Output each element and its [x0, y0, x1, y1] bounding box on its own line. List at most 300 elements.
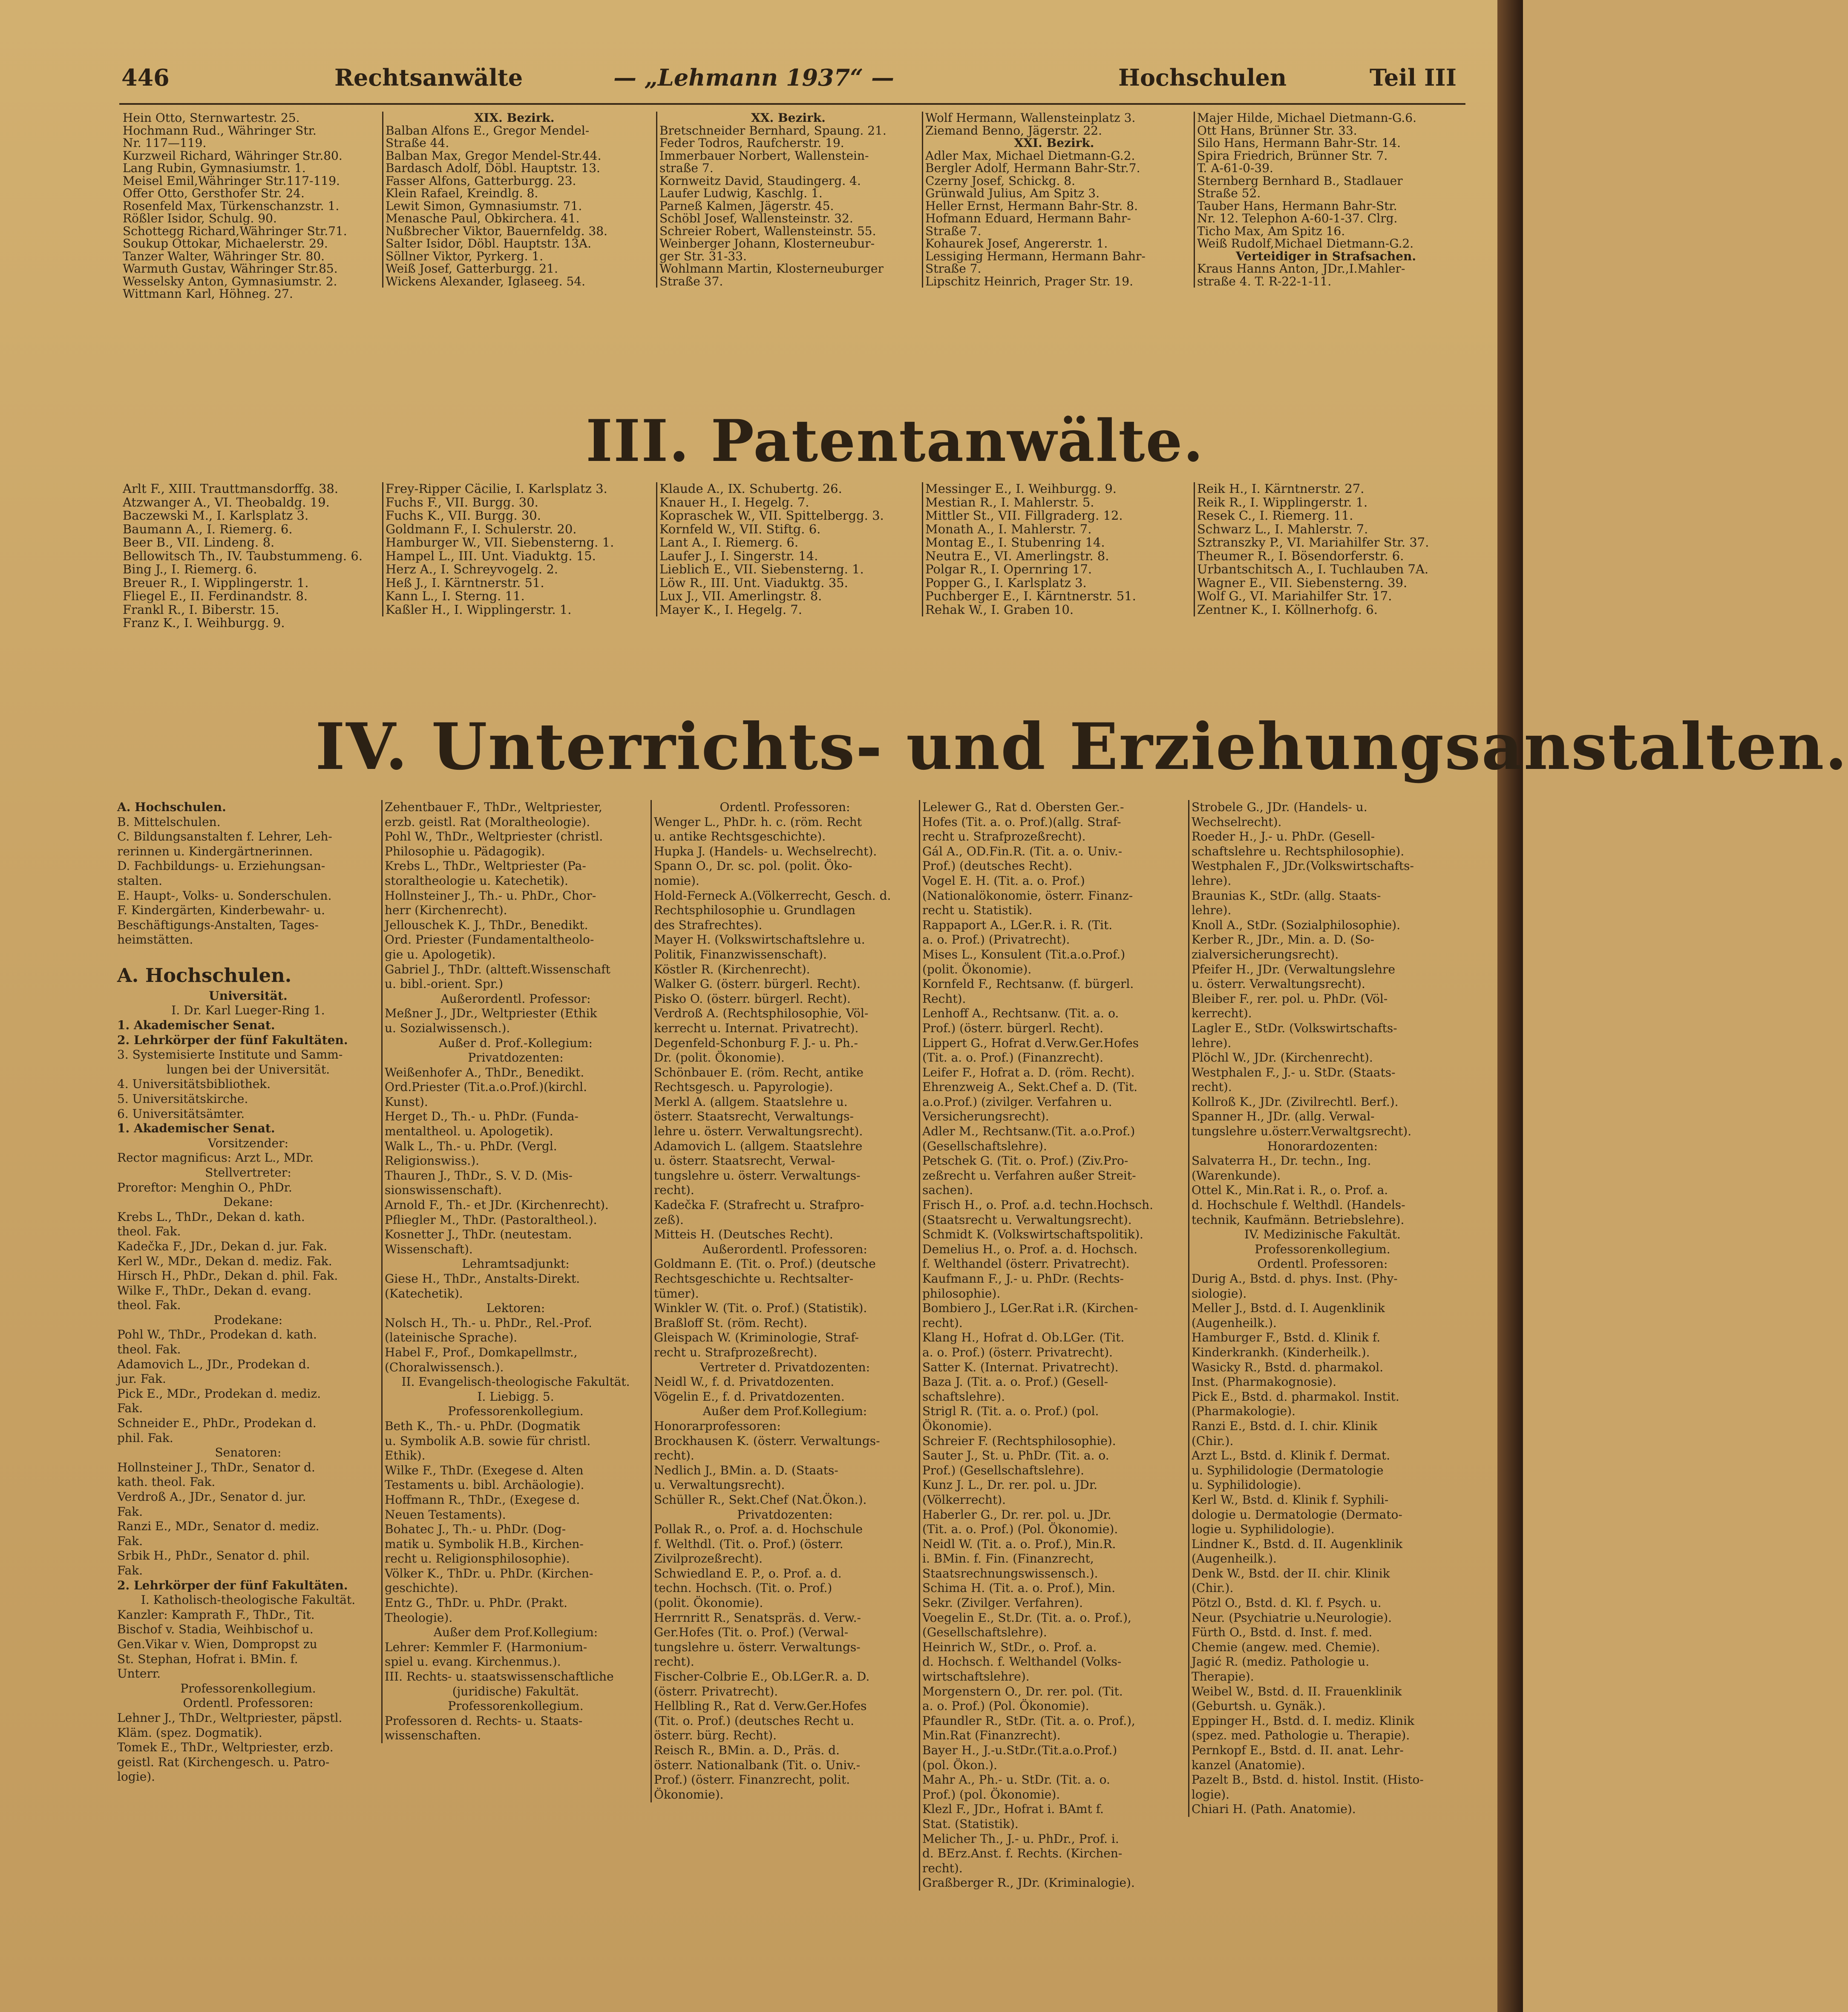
patent-attorney-line: Herz A., I. Schreyvogelg. 2. — [386, 562, 558, 576]
faculty-line: Kadečka F., JDr., Dekan d. jur. Fak. — [117, 1239, 328, 1253]
faculty-line: Fürth O., Bstd. d. Inst. f. med. — [1192, 1625, 1373, 1640]
faculty-line: Reisch R., BMin. a. D., Präs. d. — [654, 1743, 840, 1757]
faculty-line: Durig A., Bstd. d. phys. Inst. (Phy- — [1192, 1272, 1398, 1286]
faculty-line: Prof.) (deutsches Recht). — [922, 859, 1073, 873]
faculty-line: u. Sozialwissensch.). — [385, 1021, 510, 1035]
lawyer-line: Straße 52. — [1197, 186, 1261, 200]
lawyer-line: ger Str. 31-33. — [659, 249, 747, 263]
lawyer-line: Hofmann Eduard, Hermann Bahr- — [925, 211, 1131, 225]
faculty-line: Ranzi E., MDr., Senator d. mediz. — [117, 1519, 320, 1534]
patent-attorney-column — [659, 482, 919, 616]
patent-attorney-column — [123, 482, 383, 630]
faculty-line: Weibel W., Bstd. d. II. Frauenklinik — [1192, 1684, 1402, 1698]
faculty-line: Außer dem Prof.Kollegium: — [702, 1404, 867, 1419]
faculty-line: kerrecht). — [1192, 1006, 1252, 1021]
faculty-line: u. antike Rechtsgeschichte). — [654, 829, 826, 844]
faculty-line: Ethik). — [385, 1448, 426, 1463]
faculty-line: (Augenheilk.). — [1192, 1315, 1277, 1330]
faculty-line: Arnold F., Th.- et JDr. (Kirchenrecht). — [385, 1198, 609, 1212]
faculty-line: I. Liebigg. 5. — [477, 1389, 554, 1404]
faculty-line: Hollnsteiner J., Th.- u. PhDr., Chor- — [385, 888, 596, 903]
lawyer-line: Schottegg Richard,Währinger Str.71. — [123, 224, 347, 238]
lawyer-line: Tanzer Walter, Währinger Str. 80. — [123, 249, 325, 263]
faculty-line: tümer). — [654, 1286, 699, 1301]
faculty-line: tungslehre u.österr.Verwaltgsrecht). — [1192, 1124, 1412, 1139]
patent-attorney-line: Beer B., VII. Lindeng. 8. — [123, 535, 275, 550]
lawyer-line: Wittmann Karl, Höhneg. 27. — [123, 287, 293, 301]
lawyer-line: Nußbrecher Viktor, Bauernfeldg. 38. — [386, 224, 607, 238]
faculty-line: Pollak R., o. Prof. a. d. Hochschule — [654, 1522, 863, 1537]
header-left-title: Rechtsanwälte — [334, 64, 523, 91]
faculty-line: wirtschaftslehre). — [922, 1669, 1030, 1684]
faculty-line: Krebs L., ThDr., Dekan d. kath. — [117, 1209, 305, 1224]
lawyer-line: Warmuth Gustav, Währinger Str.85. — [123, 262, 338, 276]
patent-attorney-line: Baczewski M., I. Karlsplatz 3. — [123, 508, 309, 523]
faculty-line: (Tit. a. o. Prof.) (Pol. Ökonomie). — [922, 1522, 1118, 1537]
faculty-line: Fak. — [117, 1534, 143, 1548]
faculty-line: Gen.Vikar v. Wien, Dompropst zu — [117, 1637, 317, 1651]
faculty-line: Gál A., OD.Fin.R. (Tit. a. o. Univ.- — [922, 844, 1123, 858]
lawyer-line: Balban Max, Gregor Mendel-Str.44. — [386, 148, 602, 163]
column-divider — [1194, 112, 1195, 288]
faculty-line: kanzel (Anatomie). — [1192, 1758, 1305, 1772]
faculty-line: (polit. Ökonomie). — [922, 962, 1032, 976]
lawyer-line: XXI. Bezirk. — [1014, 136, 1094, 150]
faculty-line: Schönbauer E. (röm. Recht, antike — [654, 1065, 864, 1079]
faculty-line: Kunz J. L., Dr. rer. pol. u. JDr. — [922, 1478, 1098, 1492]
lawyer-line: Soukup Ottokar, Michaelerstr. 29. — [123, 236, 328, 250]
faculty-line: Ökonomie). — [654, 1787, 724, 1802]
book-binding-edge — [1497, 0, 1523, 2012]
faculty-line: geschichte). — [385, 1581, 458, 1595]
faculty-line: recht). — [1192, 1080, 1232, 1094]
faculty-line: technik, Kaufmänn. Betriebslehre). — [1192, 1212, 1405, 1227]
faculty-line: Graßberger R., JDr. (Kriminalogie). — [922, 1876, 1135, 1890]
lawyer-line: Kurzweil Richard, Währinger Str.80. — [123, 148, 343, 163]
patent-attorney-line: Mittler St., VII. Fillgraderg. 12. — [925, 508, 1123, 523]
faculty-line: Wilke F., ThDr., Dekan d. evang. — [117, 1283, 311, 1298]
faculty-line: (Chir.). — [1192, 1433, 1234, 1448]
faculty-line: Außer dem Prof.Kollegium: — [433, 1625, 598, 1640]
faculty-line: Fak. — [117, 1504, 143, 1519]
faculty-line: Kläm. (spez. Dogmatik). — [117, 1725, 262, 1740]
faculty-line: Dekane: — [223, 1195, 273, 1209]
lawyer-line: Wesselsky Anton, Gymnasiumstr. 2. — [123, 274, 337, 288]
faculty-line: Hoffmann R., ThDr., (Exegese d. — [385, 1492, 580, 1507]
faculty-line: philosophie). — [922, 1286, 1001, 1301]
faculty-line: (Pharmakologie). — [1192, 1404, 1296, 1419]
patent-attorney-line: Schwarz L., I. Mahlerstr. 7. — [1197, 521, 1368, 536]
lawyer-line: Ticho Max, Am Spitz 16. — [1197, 224, 1345, 238]
faculty-line: Heinrich W., StDr., o. Prof. a. — [922, 1640, 1097, 1654]
faculty-line: A. Hochschulen. — [117, 800, 226, 814]
faculty-line: herr (Kirchenrecht). — [385, 903, 507, 918]
faculty-line: Kadečka F. (Strafrecht u. Strafpro- — [654, 1198, 864, 1212]
lawyer-column — [386, 112, 643, 288]
faculty-line: Sekr. (Zivilger. Verfahren). — [922, 1596, 1083, 1610]
faculty-line: Satter K. (Internat. Privatrecht). — [922, 1360, 1119, 1374]
lawyer-line: Wohlmann Martin, Klosterneuburger — [659, 262, 884, 276]
faculty-line: Schima H. (Tit. a. o. Prof.), Min. — [922, 1581, 1116, 1595]
patent-attorney-line: Lieblich E., VII. Siebensterng. 1. — [659, 562, 864, 576]
faculty-line: (spez. med. Pathologie u. Therapie). — [1192, 1728, 1410, 1743]
faculty-line: Adler M., Rechtsanw.(Tit. a.o.Prof.) — [922, 1124, 1135, 1139]
faculty-line: Wissenschaft). — [385, 1242, 473, 1256]
faculty-line: Ord.Priester (Tit.a.o.Prof.)(kirchl. — [385, 1080, 587, 1094]
faculty-line: Gleispach W. (Kriminologie, Straf- — [654, 1330, 859, 1345]
faculty-line: Rector magnificus: Arzt L., MDr. — [117, 1151, 314, 1165]
faculty-line: Ordentl. Professoren: — [183, 1696, 314, 1710]
faculty-line: St. Stephan, Hofrat i. BMin. f. — [117, 1652, 298, 1666]
faculty-line: d. Hochsch. f. Welthandel (Volks- — [922, 1655, 1122, 1669]
faculty-line: III. Rechts- u. staatswissenschaftliche — [385, 1669, 614, 1684]
patent-attorney-line: Resek C., I. Riemerg. 11. — [1197, 508, 1353, 523]
patent-attorney-line: Monath A., I. Mahlerstr. 7. — [925, 521, 1092, 536]
faculty-line: Haberler G., Dr. rer. pol. u. JDr. — [922, 1507, 1111, 1522]
faculty-line: 1. Akademischer Senat. — [117, 1121, 275, 1136]
faculty-line: (pol. Ökon.). — [922, 1758, 997, 1772]
lawyer-line: Straße 37. — [659, 274, 723, 288]
lawyer-line: Lang Rubin, Gymnasiumstr. 1. — [123, 161, 306, 175]
faculty-line: (polit. Ökonomie). — [654, 1596, 763, 1610]
patent-attorney-line: Wolf G., VI. Mariahilfer Str. 17. — [1197, 589, 1392, 603]
faculty-line: recht). — [922, 1315, 963, 1330]
faculty-line: Arzt L., Bstd. d. Klinik f. Dermat. — [1192, 1448, 1390, 1463]
faculty-line: Merkl A. (allgem. Staatslehre u. — [654, 1094, 848, 1109]
faculty-line: Gabriel J., ThDr. (altteft.Wissenschaft — [385, 962, 610, 976]
faculty-line: Ord. Priester (Fundamentaltheolo- — [385, 933, 594, 947]
faculty-line: Bayer H., J.-u.StDr.(Tit.a.o.Prof.) — [922, 1743, 1117, 1757]
faculty-line: Petschek G. (Tit. o. Prof.) (Ziv.Pro- — [922, 1154, 1128, 1168]
faculty-line: Kunst). — [385, 1094, 428, 1109]
faculty-line: Schwiedland E. P., o. Prof. a. d. — [654, 1566, 842, 1580]
faculty-line: stalten. — [117, 873, 163, 888]
lawyer-line: Fasser Alfons, Gatterburgg. 23. — [386, 173, 576, 188]
faculty-line: Köstler R. (Kirchenrecht). — [654, 962, 810, 976]
faculty-line: Ranzi E., Bstd. d. I. chir. Klinik — [1192, 1419, 1378, 1433]
faculty-line: Wasicky R., Bstd. d. pharmakol. — [1192, 1360, 1384, 1374]
lawyer-line: Wolf Hermann, Wallensteinplatz 3. — [925, 111, 1136, 125]
faculty-line: Honorarprofessoren: — [654, 1419, 781, 1433]
faculty-column — [654, 800, 916, 1802]
lawyer-line: Laufer Ludwig, Kaschlg. 1. — [659, 186, 823, 200]
faculty-line: Neidl W. (Tit. a. o. Prof.), Min.R. — [922, 1537, 1116, 1551]
faculty-line: Senatoren: — [215, 1445, 282, 1460]
lawyer-line: Menasche Paul, Obkirchera. 41. — [386, 211, 580, 225]
faculty-line: (Gesellschaftslehre). — [922, 1139, 1047, 1153]
faculty-line: Strigl R. (Tit. a. o. Prof.) (pol. — [922, 1404, 1099, 1419]
lawyer-line: Straße 7. — [925, 224, 982, 238]
patent-attorney-line: Fuchs K., VII. Burgg. 30. — [386, 508, 541, 523]
faculty-line: Degenfeld-Schonburg F. J.- u. Ph.- — [654, 1036, 858, 1050]
patent-attorney-line: Reik H., I. Kärntnerstr. 27. — [1197, 481, 1364, 496]
faculty-line: Ordentl. Professoren: — [720, 800, 850, 814]
faculty-line: Mayer H. (Volkswirtschaftslehre u. — [654, 933, 865, 947]
faculty-line: Fischer-Colbrie E., Ob.LGer.R. a. D. — [654, 1669, 870, 1684]
faculty-line: techn. Hochsch. (Tit. o. Prof.) — [654, 1581, 832, 1595]
faculty-line: Prof.) (österr. bürgerl. Recht). — [922, 1021, 1104, 1035]
faculty-line: Zehentbauer F., ThDr., Weltpriester, — [385, 800, 602, 814]
faculty-line: sionswissenschaft). — [385, 1183, 502, 1197]
faculty-line: nomie). — [654, 873, 699, 888]
faculty-line: u. österr. Staatsrecht, Verwal- — [654, 1154, 835, 1168]
faculty-line: Wenger L., PhDr. h. c. (röm. Recht — [654, 815, 862, 829]
faculty-line: Pazelt B., Bstd. d. histol. Instit. (Histo- — [1192, 1773, 1424, 1787]
faculty-line: (Tit. o. Prof.) (deutsches Recht u. — [654, 1713, 855, 1728]
faculty-line: Leifer F., Hofrat a. D. (röm. Recht). — [922, 1065, 1135, 1079]
faculty-line: Pernkopf E., Bstd. d. II. anat. Lehr- — [1192, 1743, 1404, 1757]
lawyer-line: Heller Ernst, Hermann Bahr-Str. 8. — [925, 199, 1138, 213]
faculty-line: des Strafrechtes). — [654, 918, 763, 932]
faculty-line: Kerber R., JDr., Min. a. D. (So- — [1192, 933, 1374, 947]
faculty-line: Vögelin E., f. d. Privatdozenten. — [654, 1389, 845, 1404]
lawyer-line: Salter Isidor, Döbl. Hauptstr. 13A. — [386, 236, 591, 250]
faculty-line: Beth K., Th.- u. PhDr. (Dogmatik — [385, 1419, 580, 1433]
faculty-line: Hellbling R., Rat d. Verw.Ger.Hofes — [654, 1699, 867, 1713]
faculty-line: Verdroß A., JDr., Senator d. jur. — [117, 1490, 306, 1504]
patent-attorney-column — [925, 482, 1185, 616]
lawyer-line: Weiß Rudolf,Michael Dietmann-G.2. — [1197, 236, 1414, 250]
faculty-line: Beschäftigungs-Anstalten, Tages- — [117, 918, 319, 932]
faculty-line: u. bibl.-orient. Spr.) — [385, 977, 504, 991]
faculty-line: Schneider E., PhDr., Prodekan d. — [117, 1416, 317, 1431]
faculty-line: Kaufmann F., J.- u. PhDr. (Rechts- — [922, 1272, 1124, 1286]
faculty-line: Kornfeld F., Rechtsanw. (f. bürgerl. — [922, 977, 1134, 991]
faculty-line: lehre). — [1192, 1036, 1232, 1050]
faculty-line: Hamburger F., Bstd. d. Klinik f. — [1192, 1330, 1381, 1345]
faculty-line: recht). — [922, 1861, 963, 1875]
faculty-line: 3. Systemisierte Institute und Samm- — [117, 1048, 343, 1062]
faculty-line: A. Hochschulen. — [117, 964, 292, 987]
faculty-line: Professoren d. Rechts- u. Staats- — [385, 1713, 583, 1728]
patent-attorney-line: Knauer H., I. Hegelg. 7. — [659, 495, 809, 509]
faculty-line: Fak. — [117, 1401, 143, 1416]
patent-attorney-line: Hamburger W., VII. Siebensterng. 1. — [386, 535, 614, 550]
column-divider — [919, 800, 920, 1891]
faculty-line: I. Katholisch-theologische Fakultät. — [141, 1593, 356, 1607]
faculty-line: Versicherungsrecht). — [922, 1109, 1049, 1124]
faculty-line: f. Welthdl. (Tit. o. Prof.) (österr. — [654, 1537, 843, 1551]
faculty-line: u. Syphilidologie (Dermatologie — [1192, 1463, 1384, 1477]
faculty-line: Kerl W., Bstd. d. Klinik f. Syphili- — [1192, 1492, 1389, 1507]
faculty-line: Hirsch H., PhDr., Dekan d. phil. Fak. — [117, 1269, 338, 1283]
faculty-line: (Gesellschaftslehre). — [922, 1625, 1047, 1640]
lawyer-line: Lipschitz Heinrich, Prager Str. 19. — [925, 274, 1134, 288]
faculty-line: Lenhoff A., Rechtsanw. (Tit. a. o. — [922, 1006, 1119, 1021]
faculty-line: Pohl W., ThDr., Prodekan d. kath. — [117, 1327, 317, 1342]
faculty-line: (Chir.). — [1192, 1581, 1234, 1595]
faculty-line: (Warenkunde). — [1192, 1168, 1281, 1183]
faculty-line: Hofes (Tit. a. o. Prof.)(allg. Straf- — [922, 815, 1121, 829]
faculty-line: Sauter J., St. u. PhDr. (Tit. a. o. — [922, 1448, 1109, 1463]
faculty-line: (Staatsrecht u. Verwaltungsrecht). — [922, 1212, 1132, 1227]
faculty-line: Lagler E., StDr. (Volkswirtschafts- — [1192, 1021, 1397, 1035]
faculty-line: (juridische) Fakultät. — [452, 1684, 579, 1698]
faculty-line: Plöchl W., JDr. (Kirchenrecht). — [1192, 1051, 1373, 1065]
faculty-line: Verdroß A. (Rechtsphilosophie, Völ- — [654, 1006, 869, 1021]
faculty-line: tungslehre u. österr. Verwaltungs- — [654, 1168, 861, 1183]
lawyer-line: Immerbauer Norbert, Wallenstein- — [659, 148, 869, 163]
faculty-line: siologie). — [1192, 1286, 1247, 1301]
faculty-line: Braunias K., StDr. (allg. Staats- — [1192, 888, 1381, 903]
faculty-line: IV. Medizinische Fakultät. — [1244, 1227, 1401, 1242]
patent-attorney-line: Kaßler H., I. Wipplingerstr. 1. — [386, 602, 572, 617]
faculty-line: wissenschaften. — [385, 1728, 481, 1743]
faculty-line: Privatdozenten: — [737, 1507, 833, 1522]
lawyer-line: Feder Todros, Raufcherstr. 19. — [659, 136, 844, 150]
lawyer-line: Bergler Adolf, Hermann Bahr-Str.7. — [925, 161, 1140, 175]
faculty-line: Religionswiss.). — [385, 1154, 480, 1168]
column-divider — [1194, 482, 1195, 616]
patent-attorney-line: Urbantschitsch A., I. Tuchlauben 7A. — [1197, 562, 1429, 576]
faculty-line: I. Dr. Karl Lueger-Ring 1. — [171, 1003, 325, 1018]
faculty-line: tungslehre u. österr. Verwaltungs- — [654, 1640, 861, 1654]
header-center-title: — „Lehmann 1937“ — — [613, 64, 895, 91]
patent-attorney-line: Mayer K., I. Hegelg. 7. — [659, 602, 802, 617]
faculty-line: Herget D., Th.- u. PhDr. (Funda- — [385, 1109, 579, 1124]
faculty-column — [117, 800, 379, 1785]
faculty-line: Nolsch H., Th.- u. PhDr., Rel.-Prof. — [385, 1315, 592, 1330]
lawyer-line: Adler Max, Michael Dietmann-G.2. — [925, 148, 1135, 163]
patent-attorney-line: Popper G., I. Karlsplatz 3. — [925, 575, 1087, 590]
faculty-line: d. BErz.Anst. f. Rechts. (Kirchen- — [922, 1846, 1123, 1861]
faculty-line: Vorsitzender: — [207, 1136, 289, 1150]
faculty-line: Bischof v. Stadia, Weihbischof u. — [117, 1622, 314, 1637]
patent-attorney-line: Arlt F., XIII. Trauttmansdorffg. 38. — [123, 481, 339, 496]
faculty-line: Pfliegler M., ThDr. (Pastoraltheol.). — [385, 1212, 597, 1227]
patent-attorney-line: Baumann A., I. Riemerg. 6. — [123, 521, 293, 536]
faculty-line: Proreftor: Menghin O., PhDr. — [117, 1180, 292, 1195]
faculty-line: Therapie). — [1192, 1669, 1254, 1684]
faculty-line: (Augenheilk.). — [1192, 1551, 1277, 1566]
faculty-line: 2. Lehrkörper der fünf Fakultäten. — [117, 1578, 348, 1592]
patent-attorney-line: Breuer R., I. Wipplingerstr. 1. — [123, 575, 309, 590]
lawyer-line: Grünwald Julius, Am Spitz 3. — [925, 186, 1100, 200]
patent-attorney-line: Franz K., I. Weihburgg. 9. — [123, 616, 285, 630]
patent-attorney-line: Mestian R., I. Mahlerstr. 5. — [925, 495, 1094, 509]
lawyer-column — [123, 112, 380, 300]
faculty-line: Lelewer G., Rat d. Obersten Ger.- — [922, 800, 1124, 814]
faculty-line: Kollroß K., JDr. (Zivilrechtl. Berf.). — [1192, 1094, 1399, 1109]
faculty-line: a.o.Prof.) (zivilger. Verfahren u. — [922, 1094, 1112, 1109]
faculty-line: Kanzler: Kamprath F., ThDr., Tit. — [117, 1607, 315, 1622]
lawyer-line: Czerny Josef, Schickg. 8. — [925, 173, 1076, 188]
faculty-line: theol. Fak. — [117, 1298, 181, 1313]
faculty-line: Professorenkollegium. — [180, 1681, 316, 1695]
faculty-line: kath. theol. Fak. — [117, 1475, 216, 1489]
faculty-line: Kinderkrankh. (Kinderheilk.). — [1192, 1345, 1370, 1359]
patent-attorney-line: Montag E., I. Stubenring 14. — [925, 535, 1105, 550]
faculty-line: Prof.) (pol. Ökonomie). — [922, 1787, 1060, 1802]
faculty-line: Lektoren: — [486, 1301, 545, 1315]
faculty-line: schaftslehre u. Rechtsphilosophie). — [1192, 844, 1405, 858]
faculty-line: E. Haupt-, Volks- u. Sonderschulen. — [117, 888, 332, 903]
patent-attorney-line: Rehak W., I. Graben 10. — [925, 602, 1074, 617]
faculty-line: (Geburtsh. u. Gynäk.). — [1192, 1699, 1326, 1713]
faculty-line: (österr. Privatrecht). — [654, 1684, 778, 1698]
faculty-line: Roeder H., J.- u. PhDr. (Gesell- — [1192, 829, 1375, 844]
faculty-line: Schmidt K. (Volkswirtschaftspolitik). — [922, 1227, 1143, 1242]
faculty-line: B. Mittelschulen. — [117, 815, 221, 829]
faculty-line: Lippert G., Hofrat d.Verw.Ger.Hofes — [922, 1036, 1139, 1050]
faculty-line: spiel u. evang. Kirchenmus.). — [385, 1655, 561, 1669]
faculty-line: Testaments u. bibl. Archäologie). — [385, 1478, 584, 1492]
page-number: 446 — [121, 64, 170, 91]
faculty-line: II. Evangelisch-theologische Fakultät. — [401, 1375, 630, 1389]
column-divider — [381, 800, 383, 1743]
faculty-line: Spann O., Dr. sc. pol. (polit. Öko- — [654, 859, 852, 873]
patent-attorney-line: Goldmann F., I. Schulerstr. 20. — [386, 521, 577, 536]
faculty-line: Frisch H., o. Prof. a.d. techn.Hochsch. — [922, 1198, 1154, 1212]
faculty-line: sachen). — [922, 1183, 973, 1197]
column-divider — [382, 112, 383, 288]
faculty-line: Eppinger H., Bstd. d. I. mediz. Klinik — [1192, 1713, 1415, 1728]
patent-attorney-line: Klaude A., IX. Schubertg. 26. — [659, 481, 842, 496]
faculty-line: Neur. (Psychiatrie u.Neurologie). — [1192, 1610, 1392, 1625]
faculty-line: Staatsrechnungswissensch.). — [922, 1566, 1098, 1580]
faculty-line: Mitteis H. (Deutsches Recht). — [654, 1227, 833, 1242]
faculty-line: phil. Fak. — [117, 1431, 173, 1445]
faculty-line: Lehramtsadjunkt: — [462, 1257, 570, 1271]
faculty-line: u. österr. Verwaltungsrecht). — [1192, 977, 1365, 991]
faculty-line: Hold-Ferneck A.(Völkerrecht, Gesch. d. — [654, 888, 891, 903]
faculty-line: (Nationalökonomie, österr. Finanz- — [922, 888, 1133, 903]
lawyer-line: Silo Hans, Hermann Bahr-Str. 14. — [1197, 136, 1401, 150]
faculty-line: Ottel K., Min.Rat i. R., o. Prof. a. — [1192, 1183, 1388, 1197]
faculty-line: lungen bei der Universität. — [166, 1062, 330, 1077]
faculty-line: Giese H., ThDr., Anstalts-Direkt. — [385, 1272, 580, 1286]
faculty-line: dologie u. Dermatologie (Dermato- — [1192, 1507, 1402, 1522]
lawyer-line: T. A-61-0-39. — [1197, 161, 1273, 175]
faculty-line: Kosnetter J., ThDr. (neutestam. — [385, 1227, 572, 1242]
faculty-line: Klezl F., JDr., Hofrat i. BAmt f. — [922, 1802, 1104, 1816]
faculty-line: recht). — [654, 1655, 694, 1669]
patent-attorney-line: Kopraschek W., VII. Spittelbergg. 3. — [659, 508, 884, 523]
faculty-line: Jagić R. (mediz. Pathologie u. — [1192, 1655, 1370, 1669]
header-rule — [119, 103, 1465, 105]
faculty-line: Prof.) (Gesellschaftslehre). — [922, 1463, 1084, 1477]
faculty-line: Theologie). — [385, 1610, 453, 1625]
patent-attorney-line: Sztranszky P., VI. Mariahilfer Str. 37. — [1197, 535, 1429, 550]
faculty-line: (Choralwissensch.). — [385, 1360, 504, 1374]
patent-attorney-line: Laufer J., I. Singerstr. 14. — [659, 548, 818, 563]
faculty-line: Wilke F., ThDr. (Exegese d. Alten — [385, 1463, 584, 1477]
lawyer-line: Söllner Viktor, Pyrkerg. 1. — [386, 249, 544, 263]
faculty-line: Philosophie u. Pädagogik). — [385, 844, 545, 858]
faculty-line: Schüller R., Sekt.Chef (Nat.Ökon.). — [654, 1492, 867, 1507]
faculty-line: recht u. Religionsphilosophie). — [385, 1551, 570, 1566]
faculty-line: Braßloff St. (röm. Recht). — [654, 1315, 808, 1330]
patent-attorney-line: Kornfeld W., VII. Stiftg. 6. — [659, 521, 821, 536]
faculty-column — [1192, 800, 1454, 1817]
faculty-line: u. Verwaltungsrecht). — [654, 1478, 785, 1492]
faculty-line: (Völkerrecht). — [922, 1492, 1006, 1507]
faculty-line: Bombiero J., LGer.Rat i.R. (Kirchen- — [922, 1301, 1138, 1315]
faculty-line: Professorenkollegium. — [448, 1404, 584, 1419]
faculty-line: lehre u. österr. Verwaltungsrecht). — [654, 1124, 863, 1139]
faculty-line: österr. bürg. Recht). — [654, 1728, 777, 1743]
faculty-line: Außer d. Prof.-Kollegium: — [439, 1036, 593, 1050]
faculty-line: Tomek E., ThDr., Weltpriester, erzb. — [117, 1740, 334, 1755]
faculty-line: Prodekane: — [213, 1313, 283, 1327]
faculty-line: Goldmann E. (Tit. o. Prof.) (deutsche — [654, 1257, 876, 1271]
faculty-line: Ehrenzweig A., Sekt.Chef a. D. (Tit. — [922, 1080, 1138, 1094]
faculty-column — [922, 800, 1184, 1891]
faculty-line: zeßrecht u. Verfahren außer Streit- — [922, 1168, 1136, 1183]
faculty-line: Pick E., MDr., Prodekan d. mediz. — [117, 1386, 321, 1401]
patent-attorney-line: Polgar R., I. Opernring 17. — [925, 562, 1092, 576]
lawyer-line: Verteidiger in Strafsachen. — [1235, 249, 1416, 263]
